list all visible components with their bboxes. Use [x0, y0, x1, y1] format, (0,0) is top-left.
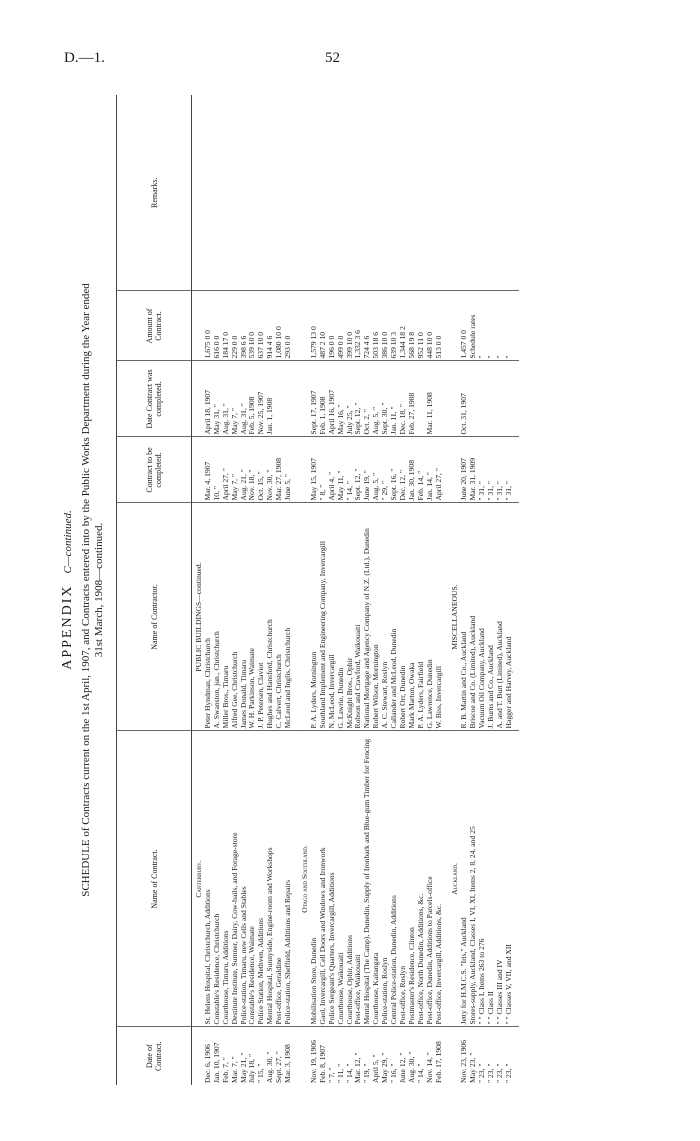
table-cell: Jan. 1, 1908 — [266, 361, 275, 437]
table-cell: Sept. 12, " — [354, 361, 363, 437]
table-cell: Jan. 11, " — [390, 361, 399, 437]
table-row — [496, 95, 505, 1085]
table-cell: " 14, " — [344, 1063, 354, 1083]
table-cell: Mar. 4, 1907 — [204, 437, 213, 503]
table-cell: 1,579 13 0 — [310, 291, 319, 361]
table-cell — [337, 95, 346, 291]
column-header: Amount of Contract. — [117, 291, 192, 361]
table-cell: " 23, " — [486, 1063, 496, 1083]
page-reference: D.—1. — [64, 50, 105, 66]
table-cell: W. H. Parkinson, Waimate — [248, 503, 257, 731]
table-cell: May 16, " — [337, 361, 346, 437]
table-cell — [310, 95, 319, 291]
region-heading: Otago and Southland. — [298, 731, 310, 1027]
table-cell — [408, 95, 417, 291]
table-cell: Mark Marton, Owaka — [408, 503, 417, 731]
table-cell: 10, " — [213, 437, 222, 503]
table-cell: " — [487, 291, 496, 361]
table-cell: 952 11 0 — [417, 291, 426, 361]
rotated-schedule — [60, 70, 640, 1110]
table-cell: " " Class I, Items 263 to 276 — [478, 731, 487, 1027]
table-cell: 499 0 0 — [337, 291, 346, 361]
table-cell: April 16, 1907 — [328, 361, 337, 437]
contracts-table — [116, 95, 519, 1085]
table-cell: May 29, " — [380, 1052, 390, 1083]
table-cell: G. Lawrie, Dunedin — [337, 503, 346, 731]
table-cell: " " Classes III and IV — [496, 731, 505, 1027]
column-header: Date Contract was completed. — [117, 361, 192, 437]
schedule-line-1: SCHEDULE of Contracts current on the 1st April, 1907, and Contracts entered into by the Public Works Department during the Year ended — [80, 283, 92, 897]
table-cell: Courthouse, Timaru, Additions — [222, 731, 231, 1027]
table-cell — [469, 95, 478, 291]
table-cell: 1,080 10 0 — [275, 291, 284, 361]
table-cell: 196 0 0 — [328, 291, 337, 361]
table-cell: Dec. 12, " — [399, 437, 408, 503]
table-row — [505, 95, 514, 1085]
table-cell — [248, 95, 257, 291]
table-cell: " 7, " — [326, 1067, 336, 1083]
table-cell — [275, 361, 284, 437]
table-cell — [426, 95, 435, 291]
table-cell: Mar. 11, 1908 — [426, 361, 435, 437]
table-cell: Aug. 30, " — [265, 1051, 275, 1083]
table-cell: 448 10 0 — [426, 291, 435, 361]
table-cell: Mental Hospital (The Camp), Dunedin, Supply of Ironbark and Blue-gum Timber for Fencing — [363, 731, 372, 1027]
table-cell: Sept. 27, " — [274, 1051, 284, 1083]
table-cell — [496, 361, 505, 437]
table-cell: A. Swanston, jun., Christchurch — [213, 503, 222, 731]
table-cell: Post-office, Roslyn — [399, 731, 408, 1027]
table-cell: Hughes and Hansford, Christchurch — [266, 503, 275, 731]
table-cell: May 7, " — [231, 437, 240, 503]
table-cell: " 23, " — [503, 1063, 513, 1083]
table-cell: " 19, " — [362, 1063, 372, 1083]
table-cell: Destitute Institute, Sumner, Dairy, Cow-bails, and Forage-store — [231, 731, 240, 1027]
table-cell: " 23, " — [495, 1063, 504, 1083]
table-cell: July 18, " — [247, 1053, 257, 1083]
table-cell: Police-station, Timaru, new Cells and Stables — [240, 731, 249, 1027]
table-cell: Police Sergeant's Quarters, Invercargill, Additions — [328, 731, 337, 1027]
table-cell — [363, 95, 372, 291]
table-cell: Feb. 7, " — [220, 1057, 230, 1083]
table-cell: Sept. 12, " — [354, 437, 363, 503]
table-cell: Nov. 25, 1907 — [257, 361, 266, 437]
table-cell — [487, 361, 496, 437]
table-cell: Peter Hyndman, Christchurch — [204, 503, 213, 731]
table-cell: Mar. 3, 1908 — [283, 1044, 293, 1083]
table-cell: May 31, " — [213, 361, 222, 437]
table-cell — [275, 95, 284, 291]
table-cell: W. Biss, Invercargill — [435, 503, 444, 731]
table-cell: Robson and Crawford, Waikouaiti — [354, 503, 363, 731]
table-row — [363, 95, 372, 1085]
table-cell: J. Burns and Co., Auckland — [487, 503, 496, 731]
table-row — [435, 95, 444, 1085]
table-cell: " — [505, 291, 514, 361]
table-cell: June 12, " — [397, 1052, 407, 1083]
table-cell: 229 0 0 — [231, 291, 240, 361]
table-cell: McLeod and Inglis, Christchurch — [284, 503, 293, 731]
table-cell: April 5, " — [371, 1054, 381, 1083]
table-cell — [469, 361, 478, 437]
table-cell: " 29, " — [381, 437, 390, 503]
table-cell: " 15, " — [256, 1063, 266, 1083]
table-cell — [266, 95, 275, 291]
page-number: 52 — [325, 50, 340, 66]
table-cell — [354, 95, 363, 291]
table-cell: Feb. 27, 1908 — [408, 361, 417, 437]
table-cell — [204, 95, 213, 291]
table-cell: 1,457 0 0 — [460, 291, 469, 361]
table-row — [372, 95, 381, 1085]
table-cell: 184 17 0 — [222, 291, 231, 361]
table-cell: " 31, " — [478, 437, 487, 503]
table-cell: Police-station, Roslyn — [381, 731, 390, 1027]
table-cell: Schedule rates — [469, 291, 478, 361]
table-cell: Robert Orr, Dunedin — [399, 503, 408, 731]
table-cell: 1,332 3 6 — [354, 291, 363, 361]
table-cell: Jan. 10, 1907 — [211, 1042, 221, 1083]
table-cell — [381, 95, 390, 291]
table-cell — [240, 95, 249, 291]
table-row — [346, 95, 355, 1085]
table-cell: Constable's Residence, Waimate — [248, 731, 257, 1027]
table-cell: 293 0 0 — [284, 291, 293, 361]
table-cell — [496, 95, 505, 291]
table-cell: Courthouse, Kaitangata — [372, 731, 381, 1027]
section-heading-row — [298, 95, 310, 1085]
table-cell: 637 10 0 — [257, 291, 266, 361]
table-row — [284, 95, 293, 1085]
table-cell: P. A. Lyders, Mornington — [310, 503, 319, 731]
table-cell: Post-office, North Dunedin, Additions, &c. — [417, 731, 426, 1027]
table-row — [469, 95, 478, 1085]
table-cell: Callander and McLeod, Dunedin — [390, 503, 399, 731]
table-cell: Aug. 21, " — [240, 437, 249, 503]
table-cell: Oct. 31, 1907 — [460, 361, 469, 437]
table-cell: Dec. 6, 1906 — [202, 1044, 212, 1083]
table-cell: Mar. 7, " — [229, 1056, 239, 1083]
table-cell: Vacuum Oil Company, Auckland — [478, 503, 487, 731]
table-cell — [435, 361, 444, 437]
table-cell: 724 4 6 — [363, 291, 372, 361]
table-cell: Nov. 30, " — [266, 437, 275, 503]
table-cell: Aug. 5, " — [372, 361, 381, 437]
table-cell: 616 0 0 — [213, 291, 222, 361]
table-cell: " " Classes V, VII, and XII — [505, 731, 514, 1027]
region-heading: Auckland. — [448, 731, 460, 1027]
table-cell: Mobilisation Store, Dunedin — [310, 731, 319, 1027]
section-spacer — [514, 95, 519, 1085]
table-cell — [231, 95, 240, 291]
table-cell — [328, 95, 337, 291]
table-cell: Southland Implement and Engineering Company, Invercargill — [319, 503, 328, 731]
table-cell: 914 4 6 — [266, 291, 275, 361]
table-cell — [257, 95, 266, 291]
table-body — [192, 95, 519, 1085]
table-cell: 503 18 6 — [372, 291, 381, 361]
table-cell: " 16, " — [389, 1063, 399, 1083]
table-cell: Aug. 31, " — [240, 361, 249, 437]
table-cell: " — [478, 291, 487, 361]
table-cell — [213, 95, 222, 291]
table-cell — [319, 95, 328, 291]
table-cell: Miller Bros., Timaru — [222, 503, 231, 731]
table-cell: McKnight Bros., Ophir — [346, 503, 355, 731]
table-cell: Sept. 17, 1907 — [310, 361, 319, 437]
column-header: Date of Contract. — [117, 1027, 192, 1085]
table-cell: Mar. 12, " — [353, 1052, 363, 1083]
column-header: Contract to be completed. — [117, 437, 192, 503]
table-cell — [478, 95, 487, 291]
table-cell: " 8, " — [319, 437, 328, 503]
column-header: Name of Contract. — [117, 731, 192, 1027]
table-cell: Courthouse, Waikouaiti — [337, 731, 346, 1027]
table-cell: A. C. Stewart, Roslyn — [381, 503, 390, 731]
table-cell: Post-office, Geraldine — [275, 731, 284, 1027]
table-cell: Feb. 1, 1908 — [319, 361, 328, 437]
table-cell: Dec. 18, " — [399, 361, 408, 437]
table-cell: Courthouse, Ophir, Additions — [346, 731, 355, 1027]
table-cell: " — [496, 291, 505, 361]
table-cell — [460, 95, 469, 291]
table-cell: Feb. 5, 1908 — [248, 361, 257, 437]
table-cell: " 14, " — [415, 1063, 425, 1083]
table-cell — [417, 95, 426, 291]
table-header-row — [117, 95, 192, 1085]
table-row — [478, 95, 487, 1085]
table-cell: 639 10 3 — [390, 291, 399, 361]
table-cell: Hagger and Harvey, Auckland — [505, 503, 514, 731]
table-cell: G. Lawrence, Dunedin — [426, 503, 435, 731]
appendix-subtitle: C—continued. — [62, 510, 74, 574]
column-header: Remarks. — [117, 95, 192, 291]
table-row — [328, 95, 337, 1085]
table-cell — [346, 95, 355, 291]
table-cell: Robert Wilson, Mornington — [372, 503, 381, 731]
table-cell: P. A. Lyders, Fairfield — [417, 503, 426, 731]
table-cell: " 23, " — [477, 1063, 487, 1083]
table-cell: Police-station, Sheffield, Additions and Repairs — [284, 731, 293, 1027]
table-cell: June 5, " — [284, 437, 293, 503]
table-cell: Mental Hospital, Sunnyside, Engine-room and Workshops — [266, 731, 275, 1027]
category-heading: MISCELLANEOUS. — [448, 503, 460, 731]
table-cell: April 27, " — [222, 437, 231, 503]
table-cell: 513 0 0 — [435, 291, 444, 361]
table-cell: Nov. 14, " — [424, 1052, 434, 1083]
table-cell: St. Helens Hospital, Christchurch, Additions — [204, 731, 213, 1027]
table-cell: J. P. Petersen, Claviot — [257, 503, 266, 731]
table-cell: Postmaster's Residence, Clinton — [408, 731, 417, 1027]
schedule-title — [80, 70, 106, 1110]
region-heading: Canterbury. — [192, 731, 204, 1027]
table-cell: July 25, " — [346, 361, 355, 437]
table-cell: 1,675 0 0 — [204, 291, 213, 361]
table-cell — [284, 95, 293, 291]
table-cell: April 27, " — [435, 437, 444, 503]
table-cell: Police Station, Methven, Additions — [257, 731, 266, 1027]
table-cell: Mar. 31, 1909 — [469, 437, 478, 503]
table-row — [390, 95, 399, 1085]
table-cell: 568 19 8 — [408, 291, 417, 361]
table-cell: Jetty for H.M.C.S. "Iris," Auckland — [460, 731, 469, 1027]
table-cell: Feb. 8, 1907 — [317, 1045, 327, 1083]
table-cell: " 31, " — [487, 437, 496, 503]
table-cell: " " Class II — [487, 731, 496, 1027]
table-cell: Briscoe and Co. (Limited), Auckland — [469, 503, 478, 731]
table-cell: May 15, 1907 — [310, 437, 319, 503]
table-cell: Nov. 23, 1906 — [459, 1040, 469, 1083]
table-cell: May 21, " — [238, 1052, 248, 1083]
table-cell: 487 2 10 — [319, 291, 328, 361]
table-row — [487, 95, 496, 1085]
table-cell: Post-office, Invercargill, Additions, &c. — [435, 731, 444, 1027]
table-cell — [399, 95, 408, 291]
table-cell: Sept. 16, " — [390, 437, 399, 503]
table-cell: Nov. 18, " — [248, 437, 257, 503]
table-cell: Stores-supply, Auckland, Classes I, VI, XI, Items 2, 8, 24, and 25 — [469, 731, 478, 1027]
table-cell: 399 10 0 — [346, 291, 355, 361]
category-heading: PUBLIC BUILDINGS—continued. — [192, 503, 204, 731]
table-cell: May 7, " — [231, 361, 240, 437]
appendix-label: APPENDIX — [60, 584, 75, 670]
table-cell: Jan. 14, " — [426, 437, 435, 503]
table-cell — [284, 361, 293, 437]
table-cell: April 18, 1907 — [204, 361, 213, 437]
table-cell: " 11, " — [335, 1063, 345, 1083]
table-cell: Post-office, Waikouaiti — [354, 731, 363, 1027]
table-cell: N. McLeod, Invercargill — [328, 503, 337, 731]
table-cell: April 4, " — [328, 437, 337, 503]
table-cell: " 14, " — [346, 437, 355, 503]
table-cell — [372, 95, 381, 291]
table-cell: Sept. 30, " — [381, 361, 390, 437]
table-cell: A. and T. Burt (Limited), Auckland — [496, 503, 505, 731]
table-cell: 1,344 18 2 — [399, 291, 408, 361]
table-cell: Oct. 15, " — [257, 437, 266, 503]
table-cell: Aug. 30, " — [406, 1051, 416, 1083]
table-cell: National Mortgage and Agency Company of N.Z. (Ltd.), Dunedin — [363, 503, 372, 731]
table-cell: June 20, 1907 — [460, 437, 469, 503]
table-cell — [435, 95, 444, 291]
table-cell — [478, 361, 487, 437]
table-cell: Feb. 17, 1908 — [433, 1041, 443, 1083]
table-cell: June 19, " — [363, 437, 372, 503]
table-row — [266, 95, 275, 1085]
schedule-line-2: 31st March, 1908—continued. — [93, 522, 105, 658]
table-cell: R. B. Martin and Co., Auckland — [460, 503, 469, 731]
table-cell: " 31, " — [505, 437, 514, 503]
table-cell: 386 10 0 — [381, 291, 390, 361]
table-cell — [390, 95, 399, 291]
table-cell: May 11, " — [337, 437, 346, 503]
table-cell: Constable's Residence, Christchurch — [213, 731, 222, 1027]
table-cell: Jan. 30, 1908 — [408, 437, 417, 503]
table-cell: Aug. 31, " — [222, 361, 231, 437]
table-cell: C. Calvert, Christchurch — [275, 503, 284, 731]
table-cell: 539 10 0 — [248, 291, 257, 361]
table-cell: " 31, " — [496, 437, 505, 503]
table-cell: Gaol, Invercargill, Cell Doors and Windows and Ironwork — [319, 731, 328, 1027]
table-cell: James Donald, Timaru — [240, 503, 249, 731]
table-cell: Feb. 14, " — [417, 437, 426, 503]
table-cell: Oct. 2, " — [363, 361, 372, 437]
table-cell: Mar. 27, 1908 — [275, 437, 284, 503]
table-cell: Alfred Gee, Christchurch — [231, 503, 240, 731]
table-cell — [222, 95, 231, 291]
table-cell — [487, 95, 496, 291]
table-cell — [505, 361, 514, 437]
table-cell: Aug. 5, " — [372, 437, 381, 503]
appendix-title — [60, 70, 76, 1110]
column-header: Name of Contractor. — [117, 503, 192, 731]
table-cell: 398 6 6 — [240, 291, 249, 361]
table-cell: Post-office, Dunedin, Additions to Parcels-office — [426, 731, 435, 1027]
table-cell: Nov. 19, 1906 — [308, 1040, 318, 1083]
table-cell: Central Police-station, Dunedin, Additions — [390, 731, 399, 1027]
table-cell — [505, 95, 514, 291]
table-cell: May 23, " — [468, 1052, 478, 1083]
